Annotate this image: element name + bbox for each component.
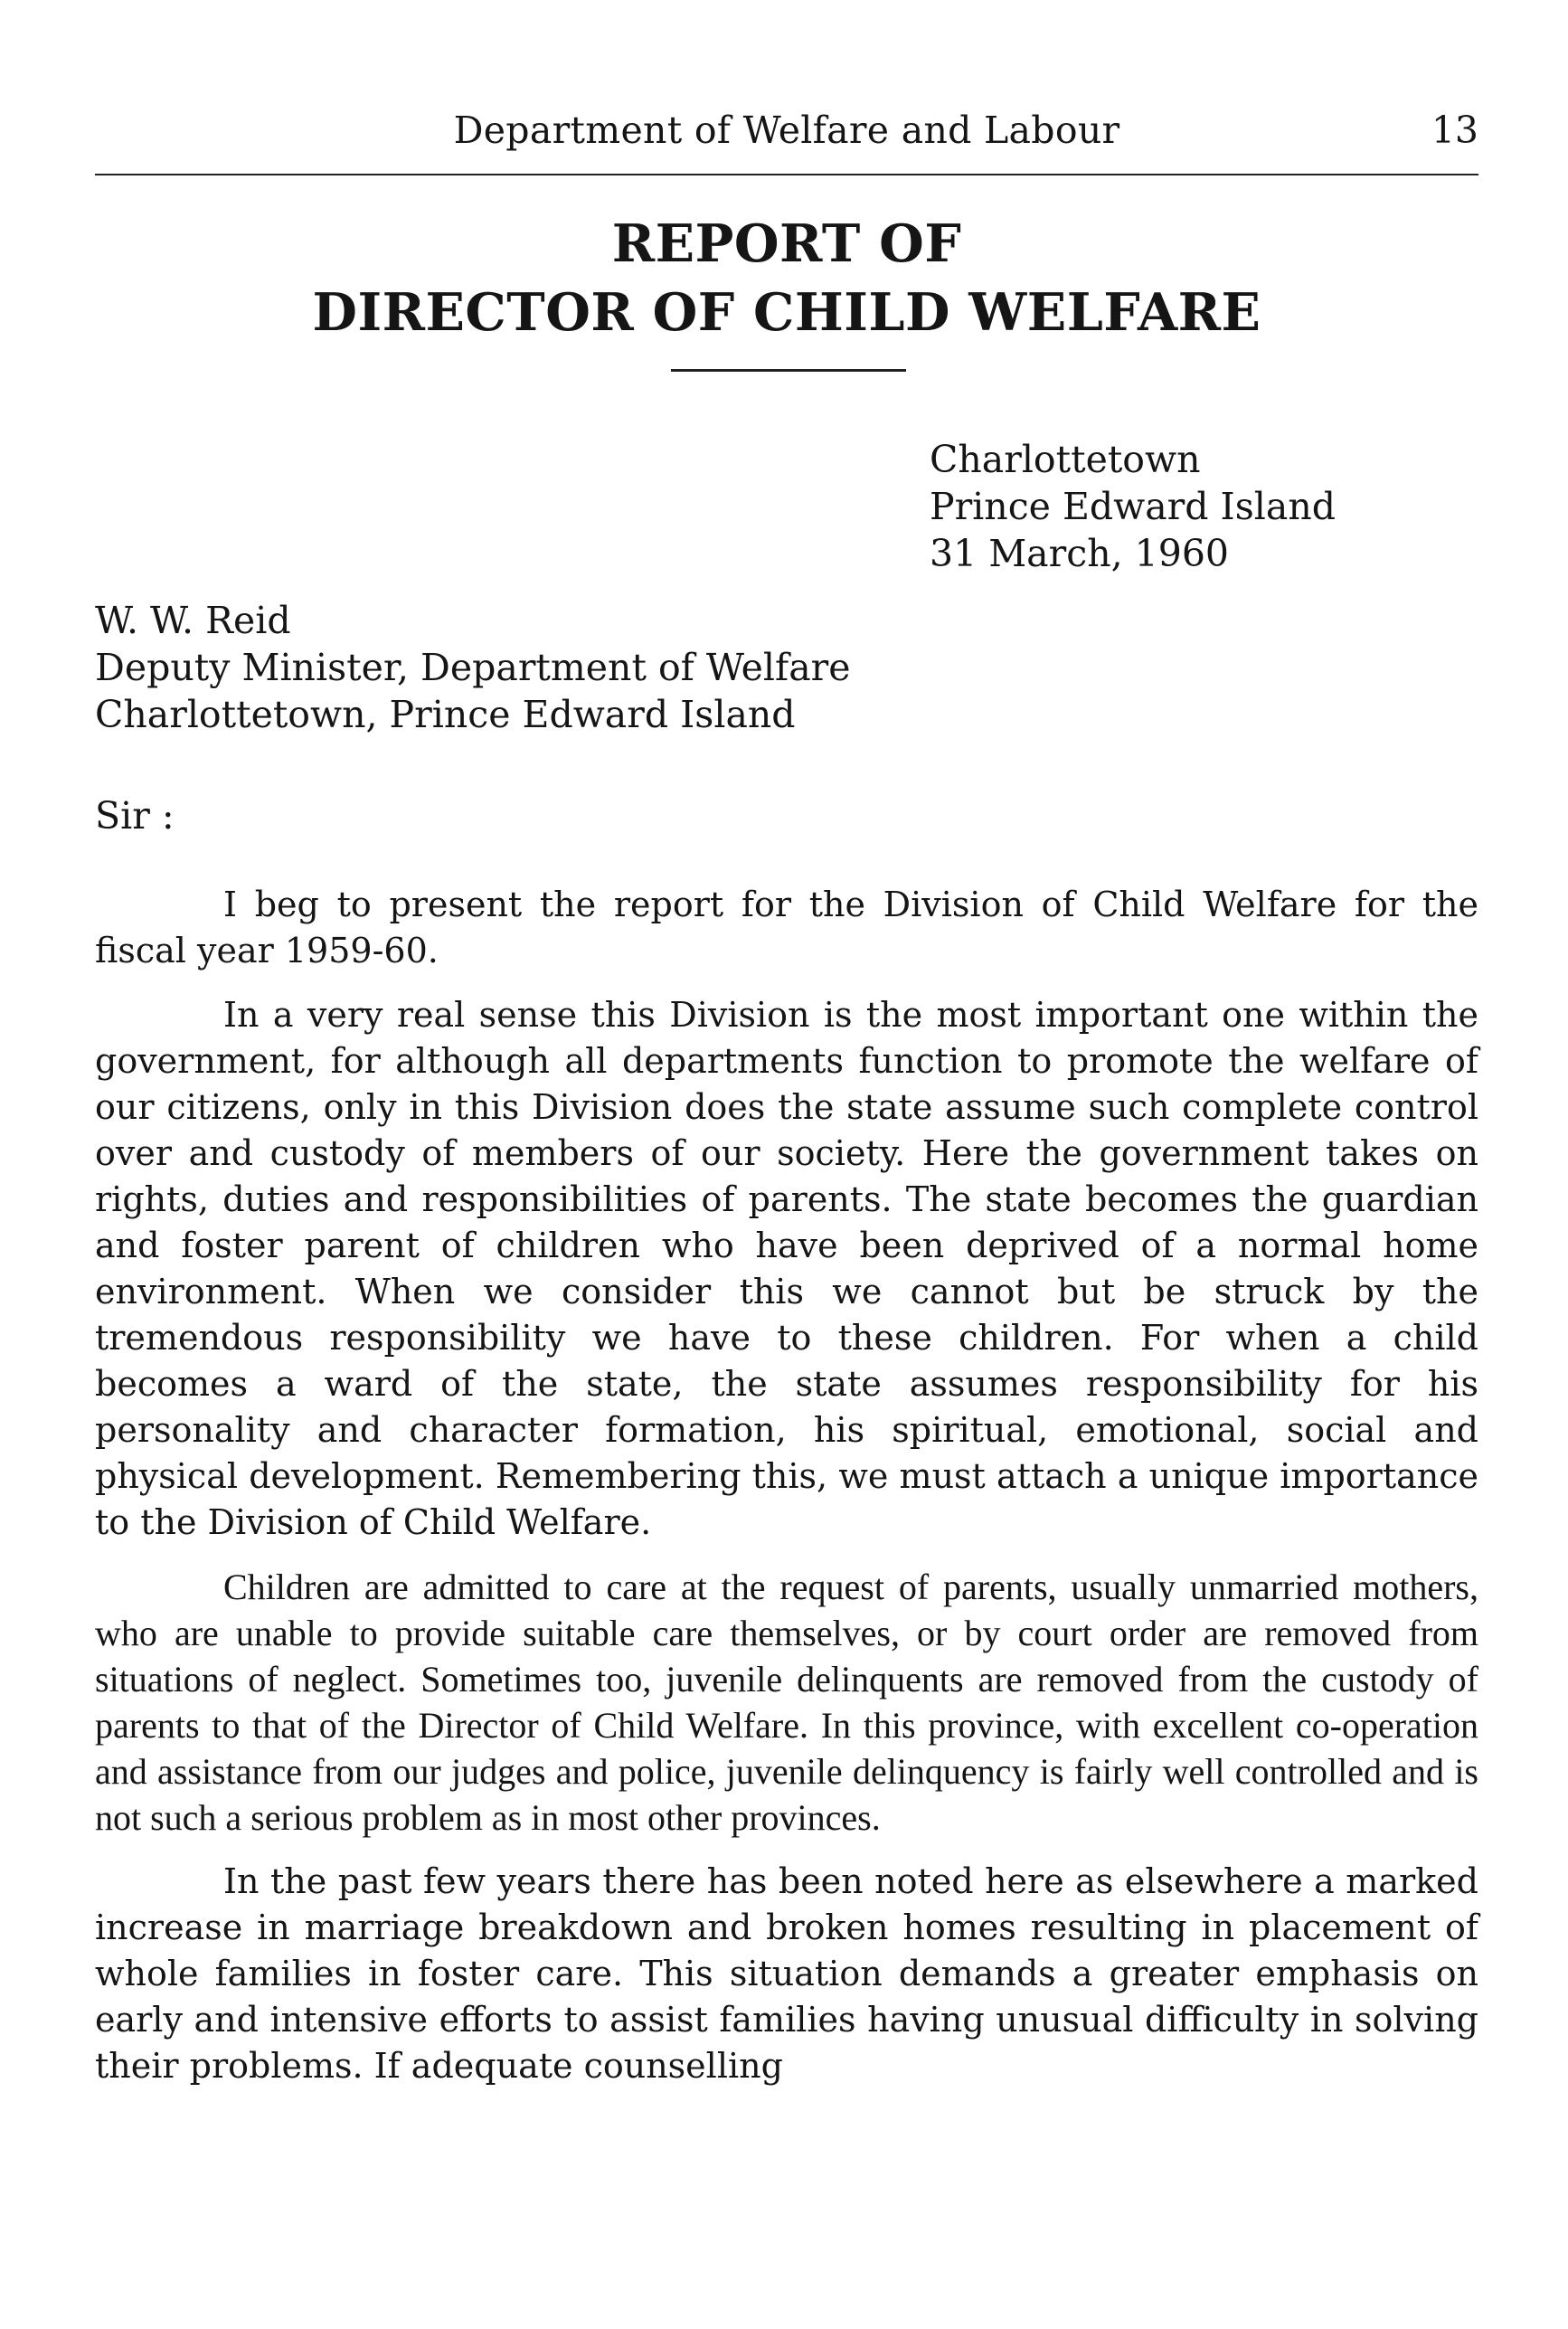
dateline (930, 436, 1336, 577)
report-body (95, 882, 1478, 2107)
paragraph-1: I beg to present the report for the Division of Child Welfare for the fiscal year 1959-60. (95, 885, 1478, 970)
salutation: Sir : (95, 794, 175, 838)
addressee-block (95, 597, 851, 738)
report-title-line-1: REPORT OF (611, 213, 962, 274)
dateline-province: Prince Edward Island (930, 485, 1336, 528)
paragraph-4: In the past few years there has been noted here as elsewhere a marked increase in marriage breakdown and broken homes resulting in placement of whole families in foster care. This situation demands a greater emphasis on early and intensive efforts to assist families having unusual difficulty in solving their problems. If adequate counselling (95, 1861, 1478, 2086)
dateline-city: Charlottetown (930, 438, 1201, 481)
running-head-title: Department of Welfare and Labour (453, 109, 1120, 152)
header-divider (95, 174, 1478, 175)
report-title (95, 210, 1478, 347)
report-title-line-2: DIRECTOR OF CHILD WELFARE (312, 282, 1261, 343)
running-head (95, 109, 1478, 163)
dateline-date: 31 March, 1960 (930, 532, 1230, 575)
addressee-position: Deputy Minister, Department of Welfare (95, 646, 851, 689)
addressee-name: W. W. Reid (95, 599, 291, 642)
paragraph-3: Children are admitted to care at the request of parents, usually unmarried mothers, who are unable to provide suitable care themselves, or by court order are removed from situations of neglect. Sometimes too, juvenile delinquents are removed from the custody of parents to that of the Director of Child Welfare. In this province, with excellent co-operation and assistance from our judges and police, juvenile delinquency is fairly well controlled and is not such a serious problem as in most other provinces. (95, 1567, 1478, 1838)
paragraph-2: In a very real sense this Division is the most important one within the government, for although all departments function to promote the welfare of our citizens, only in this Division does the state assume such complete control over and custody of members of our society. Here the government takes on rights, duties and responsibilities of parents. The state becomes the guardian and foster parent of children who have been deprived of a normal home environment. When we consider this we cannot but be struck by the tremendous responsibility we have to these children. For when a child becomes a ward of the state, the state assumes responsibility for his personality and character formation, his spiritual, emotional, social and physical development. Remembering this, we must attach a unique importance to the Division of Child Welfare. (95, 995, 1478, 1542)
addressee-location: Charlottetown, Prince Edward Island (95, 693, 796, 736)
title-divider (671, 369, 906, 372)
page-number: 13 (1431, 109, 1478, 152)
